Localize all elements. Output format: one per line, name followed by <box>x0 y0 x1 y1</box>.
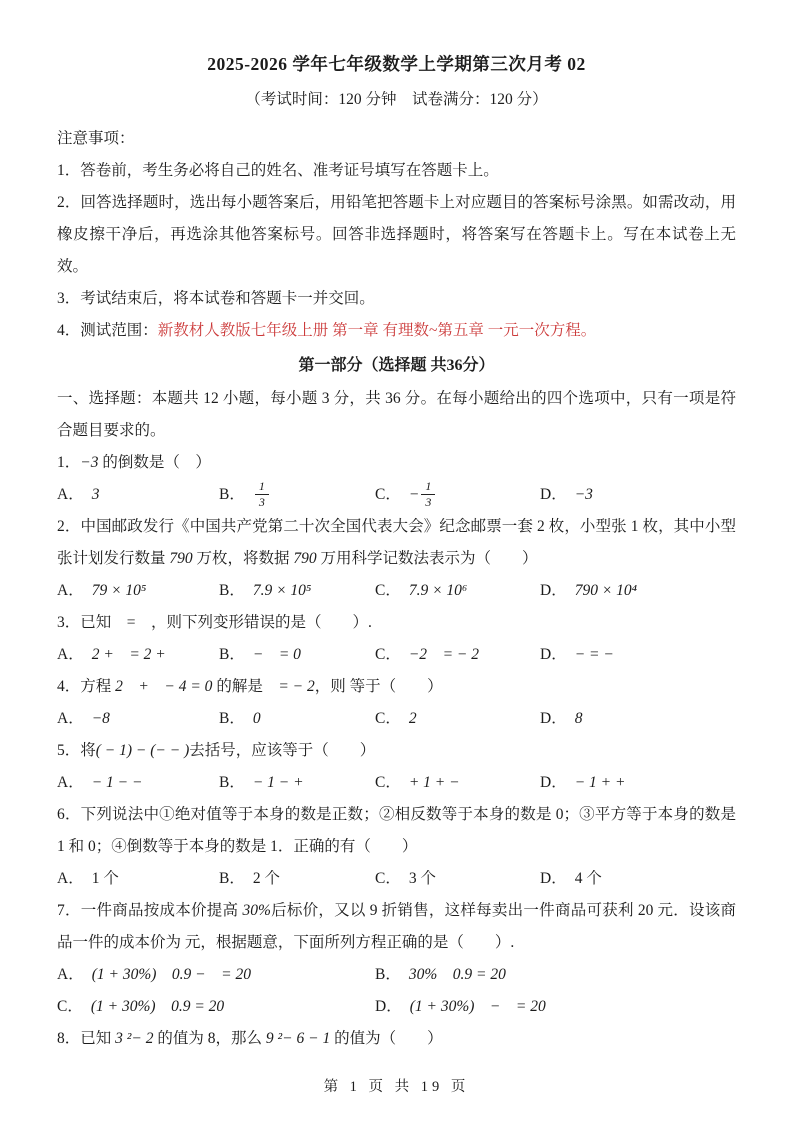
page-footer: 第 1 页 共 19 页 <box>323 1079 470 1095</box>
option: A． (1 + 30%) 0.9 − = 20 <box>57 966 251 983</box>
option: C． + 1 + − <box>375 774 460 791</box>
question-1-options-row <box>57 479 736 511</box>
option-label: B． <box>219 710 245 727</box>
option: C． (1 + 30%) 0.9 = 20 <box>57 998 225 1015</box>
option-label: D． <box>540 486 567 503</box>
option-label: C． <box>375 646 401 663</box>
option-label: C． <box>375 486 401 503</box>
option-label: D． <box>540 774 567 791</box>
option-label: A． <box>57 774 84 791</box>
fraction: $\frac{1}{3}$ <box>421 480 435 509</box>
option-label: C． <box>375 710 401 727</box>
option-label: C． <box>375 582 401 599</box>
option: C． 2 <box>375 710 417 727</box>
option: D． (1 + 30%) − = 20 <box>375 998 546 1015</box>
option: B． 2 个 <box>219 870 280 887</box>
question-5-options-row <box>57 767 736 799</box>
option <box>219 479 375 511</box>
option: C． −2 = − 2 <box>375 646 479 663</box>
option: A． 2 + = 2 + <box>57 646 166 663</box>
option: B． − = 0 <box>219 646 301 663</box>
option-label: B． <box>219 774 245 791</box>
question-2-stem: 2．中国邮政发行《中国共产党第二十次全国代表大会》纪念邮票一套 2 枚，小型张 1 枚，其中小型张计划发行数量 790 万枚，将数据 790 万用科学记数法表示为（ ） <box>57 518 736 567</box>
scope-label: 4．测试范围： <box>57 322 158 339</box>
scope-text: 新教材人教版七年级上册 第一章 有理数~第五章 一元一次方程。 <box>157 322 597 339</box>
question-4-stem: 4．方程 2 + − 4 = 0 的解是 = − 2，则 等于（ ） <box>57 678 443 695</box>
notice-item-1: 1．答卷前，考生务必将自己的姓名、准考证号填写在答题卡上。 <box>57 162 499 179</box>
option-label: A． <box>57 710 84 727</box>
section-heading: 第一部分（选择题 共36分） <box>298 357 495 374</box>
question-1-stem: 1．−3 的倒数是（ ） <box>57 454 211 471</box>
question-3-stem: 3．已知 = ，则下列变形错误的是（ ）. <box>57 614 372 631</box>
question-6-options-row <box>57 863 736 895</box>
option: A． 1 个 <box>57 870 119 887</box>
notices <box>57 123 736 347</box>
question-7-options-row <box>57 959 736 991</box>
option: B． 0 <box>219 710 261 727</box>
question-3-options-row <box>57 639 736 671</box>
notice-item-3: 3．考试结束后，将本试卷和答题卡一并交回。 <box>57 290 375 307</box>
option-label: D． <box>540 870 567 887</box>
question-8-stem: 8．已知 3 ²− 2 的值为 8，那么 9 ²− 6 − 1 的值为（ ） <box>57 1030 443 1047</box>
question-4-options-row <box>57 703 736 735</box>
option: B． 30% 0.9 = 20 <box>375 966 506 983</box>
option-label: A． <box>57 966 84 983</box>
option-label: B． <box>219 582 245 599</box>
option-label: A． <box>57 486 84 503</box>
question-7-stem: 7．一件商品按成本价提高 30%后标价，又以 9 折销售，这样每卖出一件商品可获利 20 元．设该商品一件的成本价为 元，根据题意，下面所列方程正确的是（ ）. <box>57 902 736 951</box>
notice-item-4 <box>57 315 736 347</box>
option-label: B． <box>219 646 245 663</box>
option-label: C． <box>375 870 401 887</box>
option: A． − 1 − − <box>57 774 143 791</box>
option: A． 3 <box>57 486 100 503</box>
option-label: B． <box>219 870 245 887</box>
option-label: D． <box>540 582 567 599</box>
section-intro: 一、选择题：本题共 12 小题，每小题 3 分，共 36 分。在每小题给出的四个选项中，只有一项是符合题目要求的。 <box>57 390 736 439</box>
option-label: A． <box>57 646 84 663</box>
option-label: C． <box>375 774 401 791</box>
option-label: A． <box>57 870 84 887</box>
option: A． −8 <box>57 710 110 727</box>
option-label: D． <box>375 998 402 1015</box>
option-label: D． <box>540 710 567 727</box>
option: B． 7.9 × 10⁵ <box>219 582 312 599</box>
option: C． − $\frac{1}{3}$ <box>375 479 540 511</box>
option-label: D． <box>540 646 567 663</box>
notice-item-2: 2．回答选择题时，选出每小题答案后，用铅笔把答题卡上对应题目的答案标号涂黑。如需改动，用橡皮擦干净后，再选涂其他答案标号。回答非选择题时，将答案写在答题卡上。写在本试卷上无效。 <box>57 194 736 275</box>
option: D． 4 个 <box>540 870 602 887</box>
option-label: B． <box>375 966 401 983</box>
notices-heading: 注意事项： <box>57 130 135 147</box>
fraction: $\frac{1}{3}$ <box>255 480 269 509</box>
option: C． 7.9 × 10⁶ <box>375 582 468 599</box>
option: D． 790 × 10⁴ <box>540 582 638 599</box>
option: A． 79 × 10⁵ <box>57 582 147 599</box>
question-7-options-row <box>57 991 736 1023</box>
exam-subtitle: （考试时间：120 分钟 试卷满分：120 分） <box>245 91 548 108</box>
questions <box>57 447 736 1055</box>
option: D． − = − <box>540 646 614 663</box>
question-5-stem: 5．将( − 1) − (− − )去括号，应该等于（ ） <box>57 742 376 759</box>
option: B． − 1 − + <box>219 774 304 791</box>
option-label: C． <box>57 998 83 1015</box>
question-2-options-row <box>57 575 736 607</box>
option: D． −3 <box>540 486 593 503</box>
option: C． 3 个 <box>375 870 436 887</box>
option: D． 8 <box>540 710 583 727</box>
question-6-stem: 6．下列说法中①绝对值等于本身的数是正数；②相反数等于本身的数是 0；③平方等于本身的数是 1 和 0；④倒数等于本身的数是 1．正确的有（ ） <box>57 806 736 855</box>
option-label: B． <box>219 486 245 503</box>
option-label: A． <box>57 582 84 599</box>
page-title: 2025-2026 学年七年级数学上学期第三次月考 02 <box>207 54 586 74</box>
option: D． − 1 + + <box>540 774 626 791</box>
